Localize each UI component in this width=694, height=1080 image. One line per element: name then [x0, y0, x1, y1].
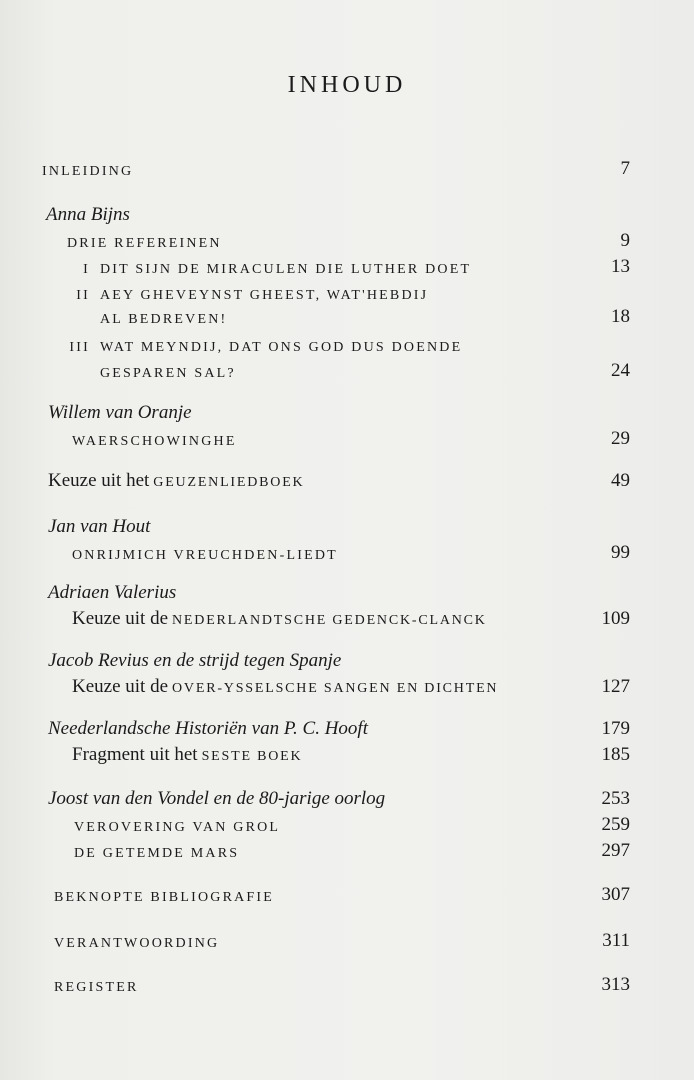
entry-page: 109: [601, 608, 630, 629]
toc-entry-refrein-1: [0, 250, 694, 278]
entry-page: 313: [601, 974, 630, 995]
toc-entry-mars: [0, 834, 694, 862]
toc-author-revius: [0, 644, 694, 672]
toc-entry-onrijmich: [0, 536, 694, 564]
toc-entry-inleiding: [0, 152, 694, 180]
toc-author-bijns: [0, 198, 694, 226]
toc-author-hout: [0, 510, 694, 538]
entry-page: 307: [601, 884, 630, 905]
author-heading: Jan van Hout: [48, 516, 151, 537]
entry-page: 99: [611, 542, 630, 563]
toc-entry-gedenck-clanck: [0, 602, 694, 630]
entry-title: Keuze uit de NEDERLANDTSCHE GEDENCK-CLANCK: [72, 608, 487, 629]
entry-page: 7: [620, 158, 630, 179]
author-heading: Willem van Oranje: [48, 402, 192, 423]
entry-page: 13: [611, 256, 630, 277]
entry-page: 9: [620, 230, 630, 251]
entry-text: GESPAREN SAL?: [100, 366, 236, 381]
entry-title: REGISTER: [54, 980, 139, 995]
page-title: INHOUD: [287, 72, 407, 98]
entry-title: Fragment uit het SESTE BOEK: [72, 744, 303, 765]
author-heading: Joost van den Vondel en de 80-jarige oorlog: [48, 788, 386, 809]
toc-entry-bibliografie: [0, 878, 694, 906]
entry-title: VEROVERING VAN GROL: [74, 820, 281, 835]
toc-entry-register: [0, 968, 694, 996]
toc-entry-geuzenliedboek: [0, 464, 694, 492]
entry-title: Keuze uit de OVER-YSSELSCHE SANGEN EN DICHTEN: [72, 676, 499, 697]
entry-page: 185: [601, 744, 630, 765]
toc-entry-over-ysselsche: [0, 670, 694, 698]
entry-page: 49: [611, 470, 630, 491]
toc-entry-verantwoording: [0, 924, 694, 952]
toc-entry-refrein-2-line-2: [0, 300, 694, 328]
entry-title: WAERSCHOWINGHE: [72, 434, 237, 449]
entry-page: 24: [611, 360, 630, 381]
toc-entry-refrein-3-line-2: [0, 354, 694, 382]
roman-numeral: I: [83, 262, 90, 277]
entry-text: DIT SIJN DE MIRACULEN DIE LUTHER DOET: [100, 262, 472, 277]
entry-page: 18: [611, 306, 630, 327]
entry-title: INLEIDING: [42, 164, 134, 179]
roman-numeral: III: [69, 340, 90, 355]
toc-entry-grol: [0, 808, 694, 836]
roman-numeral: II: [76, 288, 90, 303]
entry-title: DRIE REFEREINEN: [67, 236, 222, 251]
entry-page: 253: [601, 788, 630, 809]
entry-page: 311: [602, 930, 630, 951]
toc-entry-drie-refereinen: [0, 224, 694, 252]
author-heading: Neederlandsche Historiën van P. C. Hooft: [48, 718, 368, 739]
entry-title: DE GETEMDE MARS: [74, 846, 240, 861]
entry-title: Keuze uit het GEUZENLIEDBOEK: [48, 470, 305, 491]
entry-title: BEKNOPTE BIBLIOGRAFIE: [54, 890, 275, 905]
entry-page: 179: [601, 718, 630, 739]
entry-page: 297: [601, 840, 630, 861]
entry-text: AL BEDREVEN!: [100, 312, 228, 327]
toc-entry-seste-boek: [0, 738, 694, 766]
entry-text: WAT MEYNDIJ, DAT ONS GOD DUS DOENDE: [100, 340, 463, 355]
author-heading: Adriaen Valerius: [48, 582, 177, 603]
entry-text: AEY GHEVEYNST GHEEST, WAT'HEBDIJ: [100, 288, 429, 303]
toc-author-oranje: [0, 396, 694, 424]
author-heading: Jacob Revius en de strijd tegen Spanje: [48, 650, 342, 671]
entry-title: VERANTWOORDING: [54, 936, 220, 951]
toc-entry-refrein-3-line-1: [0, 328, 694, 356]
toc-entry-vondel: [0, 782, 694, 810]
entry-page: 259: [601, 814, 630, 835]
entry-page: 29: [611, 428, 630, 449]
author-heading: Anna Bijns: [46, 204, 130, 225]
entry-title: ONRIJMICH VREUCHDEN-LIEDT: [72, 548, 338, 563]
toc-author-valerius: [0, 576, 694, 604]
entry-page: 127: [601, 676, 630, 697]
toc-entry-waerschowinghe: [0, 422, 694, 450]
toc-entry-hooft: [0, 712, 694, 740]
